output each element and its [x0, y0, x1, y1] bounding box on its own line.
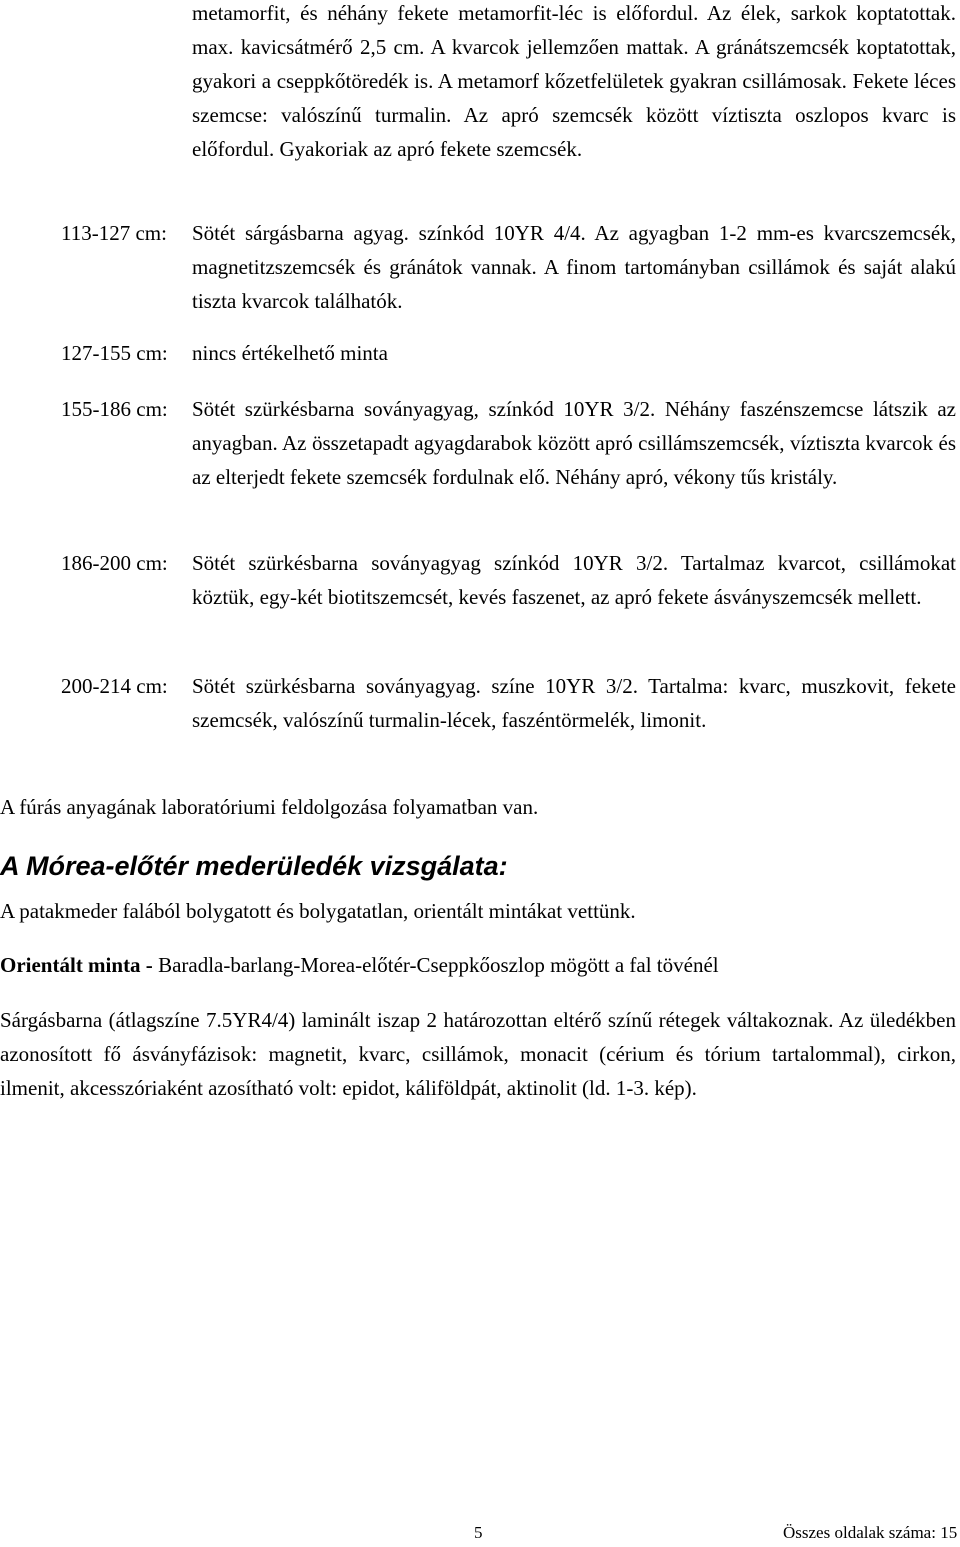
entry-186-200 [0, 546, 956, 614]
entry-depth: 186-200 cm: [61, 551, 168, 575]
entry-depth: 200-214 cm: [61, 674, 168, 698]
total-pages: Összes oldalak száma: 15 [783, 1523, 958, 1542]
entry-description: nincs értékelhető minta [192, 341, 388, 365]
entry-depth: 155-186 cm: [61, 397, 168, 421]
continuation-text: metamorfit, és néhány fekete metamorfit-léc is előfordul. Az élek, sarkok koptatottak. max. kavicsátmérő 2,5 cm. A kvarcok jellemzően mattak. A gránátszemcsék koptatottak, gyakori a cseppkőtöredék is. A metamorf kőzetfelületek gyakran csillámosak. Fekete léces szemcse: valószínű turmalin. Az apró szemcsék között víztiszta oszlopos kvarc is előfordul. Gyakoriak az apró fekete szemcsék. [192, 1, 956, 161]
entry-127-155 [0, 336, 956, 370]
entry-depth: 113-127 cm: [61, 221, 167, 245]
page-number: 5 [474, 1523, 483, 1542]
entry-155-186 [0, 392, 956, 494]
entry-description: Sötét szürkésbarna soványagyag színkód 10YR 3/2. Tartalmaz kvarcot, csillámokat köztük, egy-két biotitszemcsét, kevés faszenet, az apró fekete ásványszemcsék mellett. [192, 551, 956, 609]
continuation-paragraph [0, 0, 956, 166]
sample-line [0, 948, 956, 982]
entry-description: Sötét szürkésbarna soványagyag. színe 10YR 3/2. Tartalma: kvarc, muszkovit, fekete szemcsék, valószínű turmalin-lécek, faszéntörmelék, limonit. [192, 674, 956, 732]
lab-note: A fúrás anyagának laboratóriumi feldolgozása folyamatban van. [0, 795, 539, 819]
entry-description: Sötét szürkésbarna soványagyag, színkód 10YR 3/2. Néhány faszénszemcse látszik az anyagban. Az összetapadt agyagdarabok között apró csillámszemcsék, víztiszta kvarcok és az elterjedt fekete szemcsék fordulnak elő. Néhány apró, vékony tűs kristály. [192, 397, 956, 489]
entry-description: Sötét sárgásbarna agyag. színkód 10YR 4/4. Az agyagban 1-2 mm-es kvarcszemcsék, magnetitzszemcsék és gránátok vannak. A finom tartományban csillámok és saját alakú tiszta kvarcok találhatók. [192, 221, 956, 313]
entry-depth: 127-155 cm: [61, 341, 168, 365]
section-intro: A patakmeder falából bolygatott és bolygatatlan, orientált mintákat vettünk. [0, 899, 636, 923]
section-heading: A Mórea-előtér mederüledék vizsgálata: [0, 851, 508, 881]
entry-200-214 [0, 669, 956, 737]
sample-description: Sárgásbarna (átlagszíne 7.5YR4/4) laminált iszap 2 határozottan eltérő színű rétegek váltakoznak. Az üledékben azonosított fő ásványfázisok: magnetit, kvarc, csillámok, monacit (cérium és tórium tartalommal), cirkon, ilmenit, akcesszóriaként azosítható volt: epidot, káliföldpát, aktinolit (ld. 1-3. kép). [0, 1008, 956, 1100]
sample-location: Baradla-barlang-Morea-előtér-Cseppkőoszlop mögött a fal tövénél [158, 953, 719, 977]
sample-label: Orientált minta - [0, 953, 153, 977]
entry-113-127 [0, 216, 956, 318]
